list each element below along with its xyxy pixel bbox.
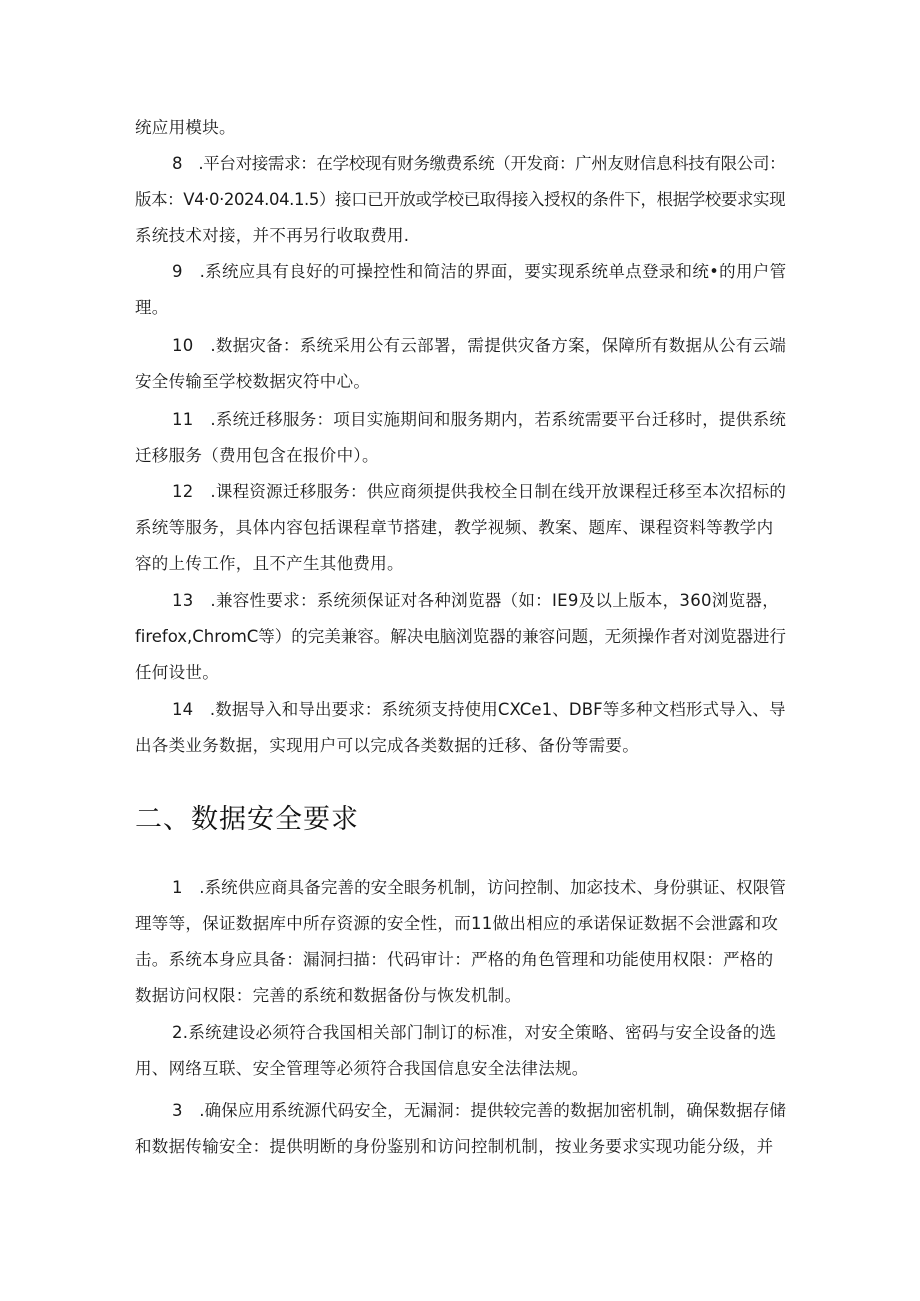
paragraph-line: 理等等，保证数据库中所存资源的安全性，而11做出相应的承诺保证数据不会泄露和攻 [135,914,779,933]
paragraph-line: 和数据传输安全：提供明断的身份鉴别和访问控制机制，按业务要求实现功能分级，并 [135,1137,774,1156]
paragraph-line: 容的上传工作，且不产生其他费用。 [135,554,404,573]
paragraph-line: 8 .平台对接需求：在学校现有财务缴费系统（开发商：广州友财信息科技有限公司： [172,154,786,173]
paragraph-line: 统应用模块。 [135,118,236,137]
paragraph-line: 2.系统建设必须符合我国相关部门制订的标准，对安全策略、密码与安全设备的选 [172,1023,777,1042]
paragraph-line: 13 .兼容性要求：系统须保证对各种浏览器（如：IE9及以上版本，360浏览器， [172,591,780,610]
paragraph-line: 数据访问权限：完善的系统和数据备份与恢发机制。 [135,986,522,1005]
paragraph-line: 任何设世。 [135,663,219,682]
paragraph-line: 12 .课程资源迁移服务：供应商须提供我校全日制在线开放课程迁移至本次招标的 [172,482,787,501]
paragraph-line: 版本：V4·0·2024.04.1.5）接口已开放或学校已取得接入授权的条件下，根据学校要求实现 [135,190,786,209]
section-heading: 二、数据安全要求 [135,804,359,835]
paragraph-line: 10 .数据灾备：系统采用公有云部署，需提供灾备方案，保障所有数据从公有云端 [172,336,787,355]
paragraph-line: firefox,ChromC等）的完美兼容。解决电脑浏览器的兼容问题，无须操作者对浏览器进行 [135,627,786,646]
paragraph-line: 11 .系统迁移服务：项目实施期间和服务期内，若系统需要平台迁移时，提供系统 [172,410,787,429]
paragraph-line: 出各类业务数据，实现用户可以完成各类数据的迁移、备份等需要。 [135,736,639,755]
paragraph-line: 安全传输至学校数据灾符中心。 [135,372,371,391]
paragraph-line: 理。 [135,298,169,317]
paragraph-line: 系统等服务，具体内容包括课程章节搭建，教学视频、教案、题库、课程资料等教学内 [135,518,774,537]
paragraph-line: 14 .数据导入和导出要求：系统须支持使用CXCe1、DBF等多种文档形式导入、导 [172,700,786,719]
paragraph-line: 击。系统本身应具备：漏洞扫描：代码审计：严格的角色管理和功能使用权限：严格的 [135,950,774,969]
paragraph-line: 9 .系统应具有良好的可操控性和简洁的界面，要实现系统单点登录和统•的用户管 [172,262,787,281]
paragraph-line: 迁移服务（费用包含在报价中）。 [135,446,379,465]
paragraph-line: 系统技术对接，并不再另行收取费用. [135,226,410,245]
paragraph-line: 1 .系统供应商具备完善的安全眼务机制，访问控制、加宓技术、身份骐证、权限管 [172,878,786,897]
paragraph-line: 3 .确保应用系统源代码安全，无漏洞：提供较完善的数据加密机制，确保数据存储 [172,1101,786,1120]
paragraph-line: 用、网络互联、安全管理等必须符合我国信息安全法律法规。 [135,1059,589,1078]
